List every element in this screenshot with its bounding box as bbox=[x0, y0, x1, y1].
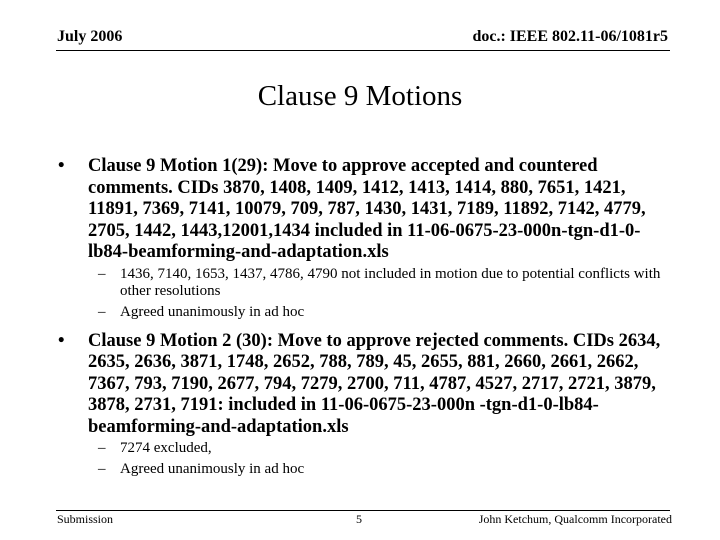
bullet-text: Clause 9 Motion 1(29): Move to approve accepted and countered comments. CIDs 3870, 1408, 1409, 1412, 1413, 1414, 880, 7651, 1421, 11891, 7369, 7141, 10079, 709, 787, 1430, 1431, 7189, 11892, 7142, 4779, 2705, 1442, 1443,12001,1434 included in 11-06-0675-23-000n-tgn-d1-0-lb84-beamforming-and-adaptation.xls bbox=[88, 156, 646, 262]
bullet-motion-2 bbox=[58, 331, 672, 439]
slide-title: Clause 9 Motions bbox=[257, 80, 463, 112]
footer-author: John Ketchum, Qualcomm Incorporated bbox=[478, 512, 672, 526]
sub-list-motion-1 bbox=[98, 266, 672, 321]
header-date: July 2006 bbox=[57, 28, 123, 45]
bullet-text: Clause 9 Motion 2 (30): Move to approve rejected comments. CIDs 2634, 2635, 2636, 3871, 1748, 2652, 788, 789, 45, 2655, 881, 2660, 2661, 2662, 7367, 793, 7190, 2677, 794, 7279, 2700, 711, 4787, 4527, 2717, 2721, 3879, 3878, 2731, 7191: included in 11-06-0675-23-000n -tgn-d1-0-lb84-beamforming-and-adaptation.xls bbox=[88, 330, 661, 437]
footer-divider bbox=[56, 510, 670, 511]
bullet-marker: • bbox=[58, 330, 65, 351]
sub-item-text: Agreed unanimously in ad hoc bbox=[120, 303, 305, 320]
bullet-marker: • bbox=[58, 156, 65, 176]
sub-item-text: 7274 excluded, bbox=[120, 440, 212, 456]
header-doc-id: doc.: IEEE 802.11-06/1081r5 bbox=[472, 28, 668, 45]
sub-item bbox=[98, 440, 672, 457]
header-divider bbox=[56, 50, 670, 51]
sub-item-text: 1436, 7140, 1653, 1437, 4786, 4790 not included in motion due to potential conflicts with other resolutions bbox=[120, 265, 661, 299]
sub-item bbox=[98, 461, 672, 478]
dash-marker: – bbox=[98, 265, 106, 282]
sub-item-text: Agreed unanimously in ad hoc bbox=[120, 461, 305, 477]
sub-list-motion-2 bbox=[98, 440, 672, 478]
dash-marker: – bbox=[98, 303, 106, 320]
footer-submission: Submission bbox=[57, 512, 114, 526]
page-number: 5 bbox=[356, 512, 362, 526]
sub-item bbox=[98, 304, 672, 321]
sub-item bbox=[98, 266, 672, 300]
bullet-motion-1 bbox=[58, 156, 672, 264]
dash-marker: – bbox=[98, 461, 106, 477]
dash-marker: – bbox=[98, 440, 106, 456]
slide-body bbox=[58, 156, 672, 488]
